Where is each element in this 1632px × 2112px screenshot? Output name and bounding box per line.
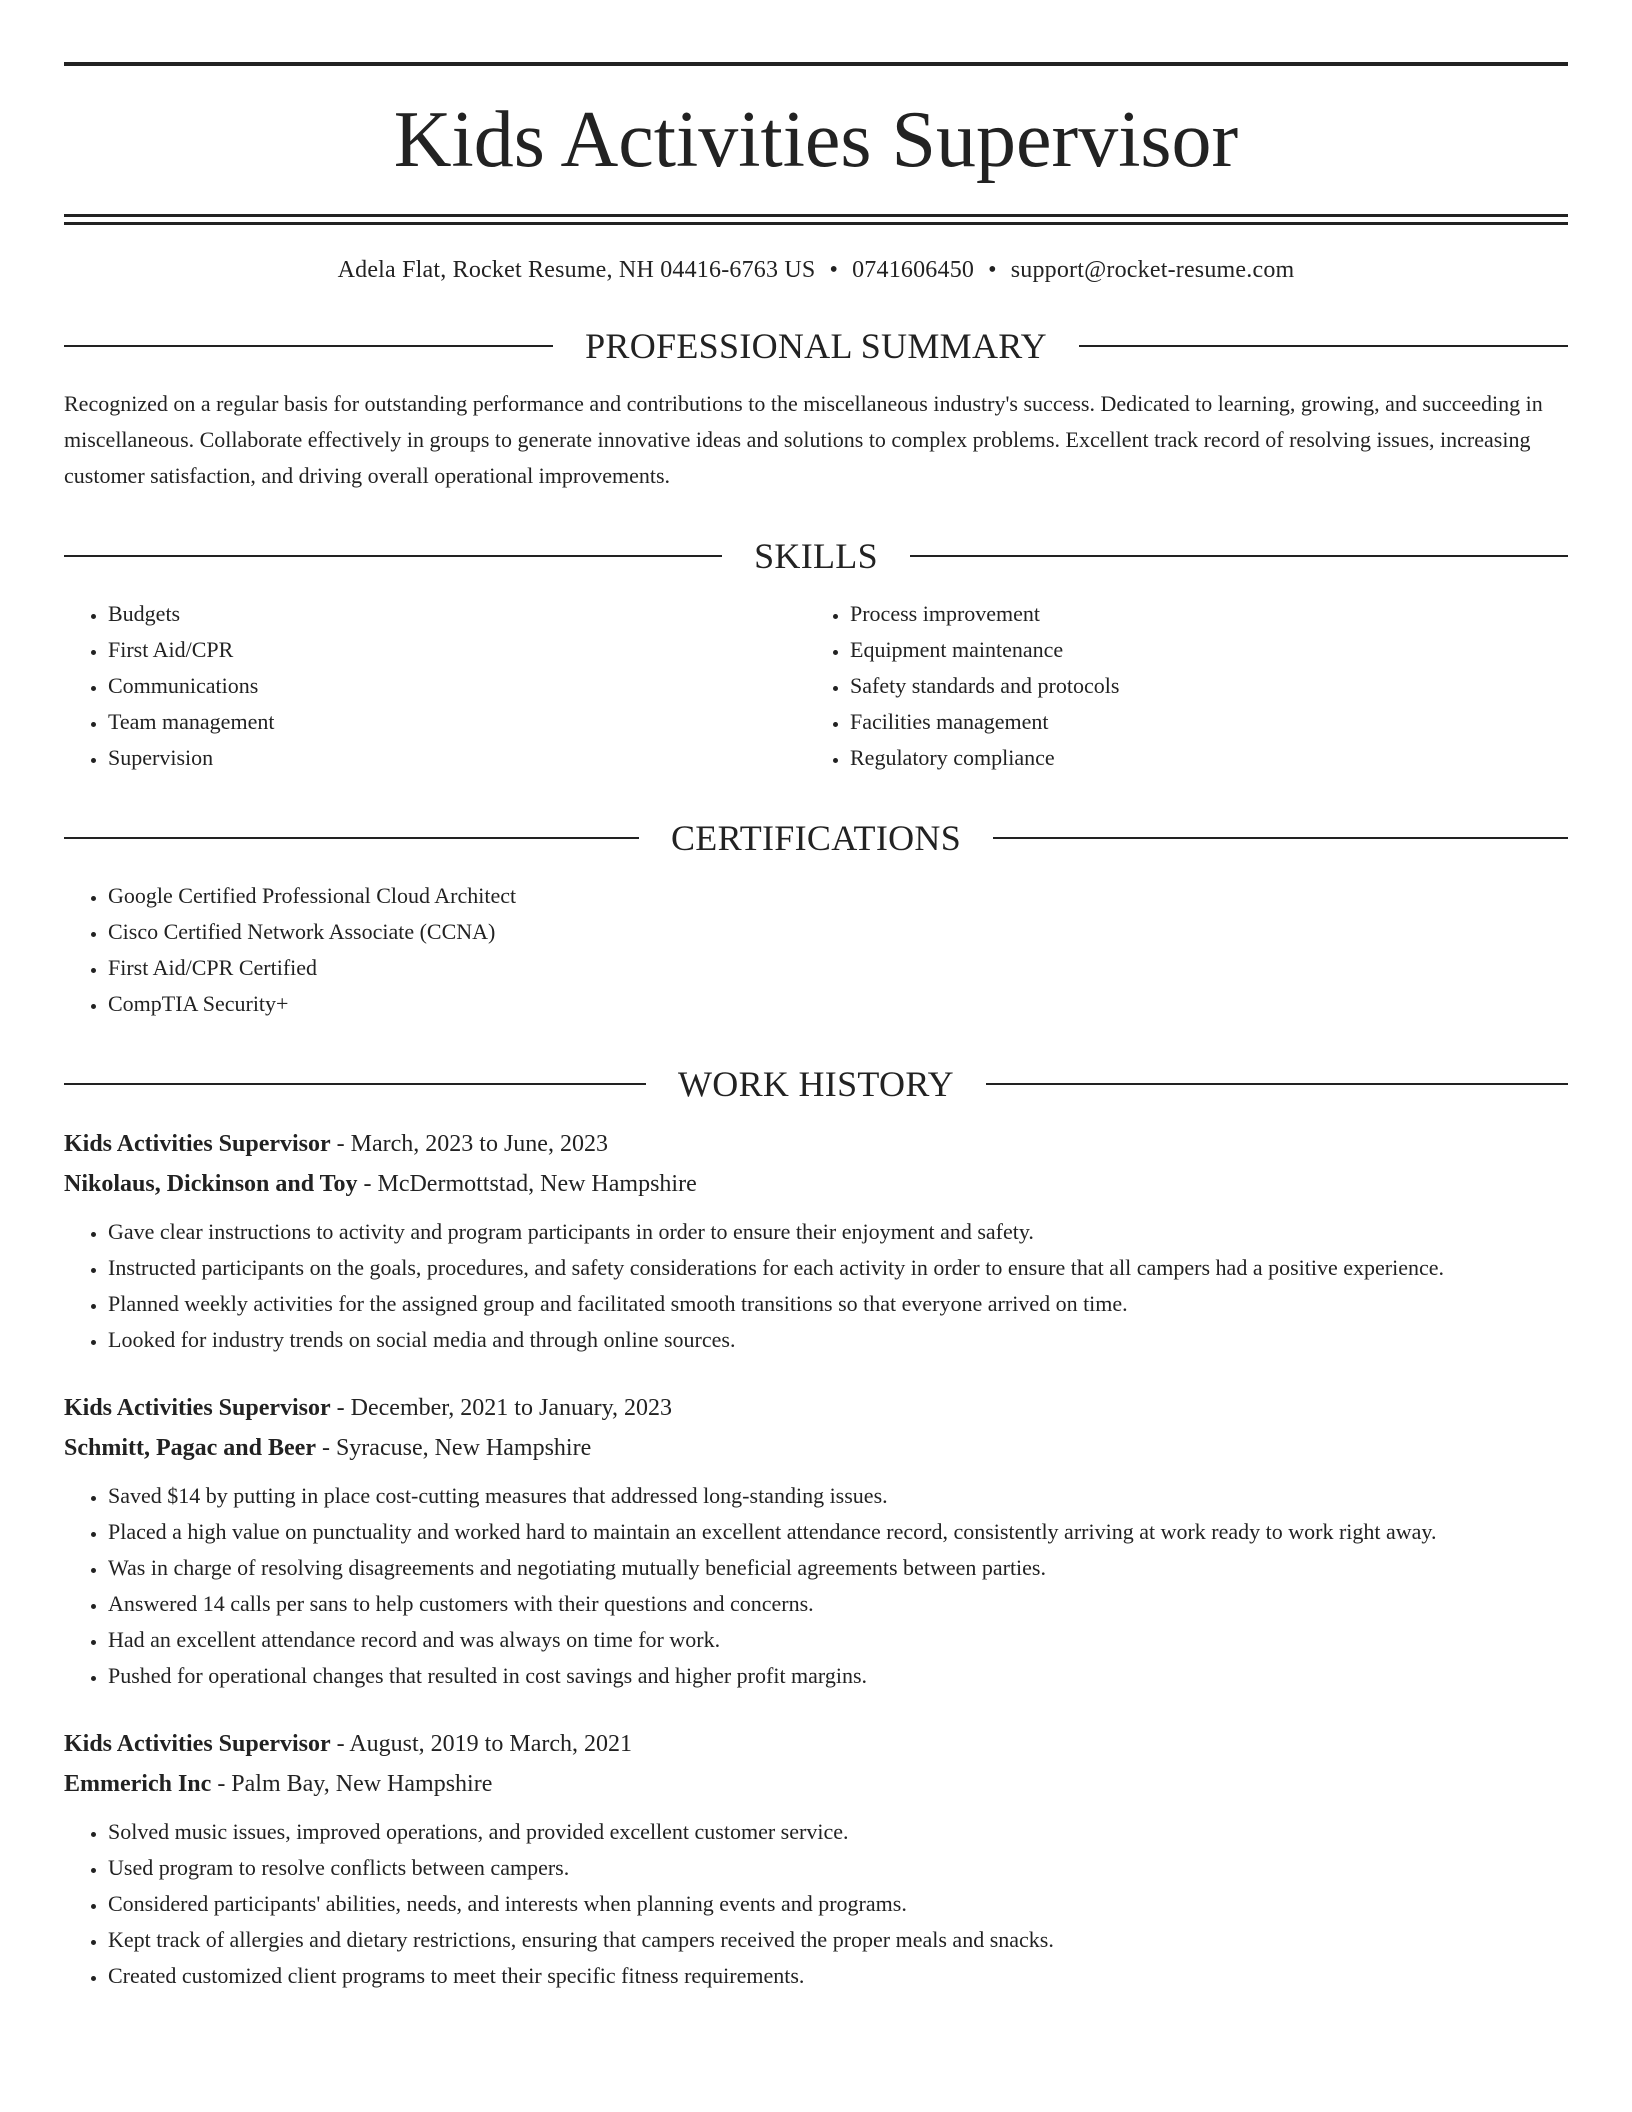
- skill-item: • Regulatory compliance: [850, 740, 1548, 776]
- job-bullet: • Was in charge of resolving disagreements and negotiating mutually beneficial agreements between parties.: [108, 1550, 1568, 1586]
- job-role: Kids Activities Supervisor: [64, 1131, 331, 1157]
- job-company-line: [64, 1428, 1568, 1468]
- job-role: Kids Activities Supervisor: [64, 1731, 331, 1757]
- heading-rule: [64, 345, 553, 347]
- job-bullet: • Kept track of allergies and dietary restrictions, ensuring that campers received the proper meals and snacks.: [108, 1922, 1568, 1958]
- certification-item: • Cisco Certified Network Associate (CCNA): [108, 914, 1568, 950]
- job-title-line: [64, 1388, 1568, 1428]
- job-entry: [64, 1724, 1568, 1994]
- skills-grid: [64, 596, 1568, 776]
- job-company: Nikolaus, Dickinson and Toy: [64, 1171, 358, 1197]
- skills-list-right: [806, 596, 1548, 776]
- skill-item: • First Aid/CPR: [108, 632, 806, 668]
- job-role: Kids Activities Supervisor: [64, 1395, 331, 1421]
- skill-item: • Communications: [108, 668, 806, 704]
- job-bullet: • Used program to resolve conflicts between campers.: [108, 1850, 1568, 1886]
- job-company: Schmitt, Pagac and Beer: [64, 1435, 316, 1461]
- job-company-line: [64, 1164, 1568, 1204]
- heading-rule: [986, 1083, 1568, 1085]
- job-dates: - December, 2021 to January, 2023: [330, 1395, 673, 1421]
- heading-rule: [64, 555, 722, 557]
- job-dates: - August, 2019 to March, 2021: [330, 1731, 632, 1757]
- section-heading-work-history: [64, 1066, 1568, 1102]
- contact-separator: •: [829, 257, 839, 283]
- section-heading-certifications: [64, 820, 1568, 856]
- skill-item: • Team management: [108, 704, 806, 740]
- section-heading-skills: [64, 538, 1568, 574]
- job-bullet: • Gave clear instructions to activity and program participants in order to ensure their enjoyment and safety.: [108, 1214, 1568, 1250]
- job-bullet: • Looked for industry trends on social media and through online sources.: [108, 1322, 1568, 1358]
- job-bullet: • Saved $14 by putting in place cost-cutting measures that addressed long-standing issues.: [108, 1478, 1568, 1514]
- heading-rule: [910, 555, 1568, 557]
- job-entry: [64, 1388, 1568, 1694]
- job-bullet: • Planned weekly activities for the assigned group and facilitated smooth transitions so that everyone arrived on time.: [108, 1286, 1568, 1322]
- skill-item: • Budgets: [108, 596, 806, 632]
- contact-line: [64, 257, 1568, 284]
- skills-list-left: [64, 596, 806, 776]
- job-dates: - March, 2023 to June, 2023: [330, 1131, 608, 1157]
- job-title-line: [64, 1124, 1568, 1164]
- job-bullet: • Considered participants' abilities, needs, and interests when planning events and programs.: [108, 1886, 1568, 1922]
- job-location: - Syracuse, New Hampshire: [315, 1435, 592, 1461]
- contact-separator: •: [988, 257, 997, 283]
- contact-email: support@rocket-resume.com: [1010, 257, 1295, 283]
- header-double-rule: [64, 214, 1568, 225]
- skill-item: • Safety standards and protocols: [850, 668, 1548, 704]
- heading-rule: [64, 837, 639, 839]
- section-title-certifications: CERTIFICATIONS: [670, 818, 962, 858]
- heading-rule: [993, 837, 1568, 839]
- job-bullet: • Created customized client programs to meet their specific fitness requirements.: [108, 1958, 1568, 1994]
- job-title-line: [64, 1724, 1568, 1764]
- job-bullets: [64, 1814, 1568, 1994]
- heading-rule: [64, 1083, 646, 1085]
- certification-item: • Google Certified Professional Cloud Architect: [108, 878, 1568, 914]
- resume-page: [64, 62, 1568, 2024]
- section-heading-summary: [64, 328, 1568, 364]
- job-company: Emmerich Inc: [64, 1771, 212, 1797]
- certification-item: • First Aid/CPR Certified: [108, 950, 1568, 986]
- job-bullet: • Instructed participants on the goals, procedures, and safety considerations for each activity in order to ensure that all campers had a positive experience.: [108, 1250, 1568, 1286]
- section-title-summary: PROFESSIONAL SUMMARY: [585, 326, 1047, 366]
- job-bullet: • Answered 14 calls per sans to help customers with their questions and concerns.: [108, 1586, 1568, 1622]
- job-bullet: • Had an excellent attendance record and was always on time for work.: [108, 1622, 1568, 1658]
- section-title-work-history: WORK HISTORY: [678, 1064, 954, 1104]
- contact-address: Adela Flat, Rocket Resume, NH 04416-6763 US: [337, 257, 816, 283]
- skill-item: • Supervision: [108, 740, 806, 776]
- heading-rule: [1079, 345, 1568, 347]
- skill-item: • Facilities management: [850, 704, 1548, 740]
- section-title-skills: SKILLS: [754, 536, 878, 576]
- job-bullet: • Placed a high value on punctuality and worked hard to maintain an excellent attendance record, consistently arriving at work ready to work right away.: [108, 1514, 1568, 1550]
- skills-column-left: [64, 596, 806, 776]
- contact-phone: 0741606450: [852, 257, 975, 283]
- job-bullets: [64, 1214, 1568, 1358]
- job-company-line: [64, 1764, 1568, 1804]
- job-location: - McDermottstad, New Hampshire: [357, 1171, 697, 1197]
- skill-item: • Equipment maintenance: [850, 632, 1548, 668]
- certification-item: • CompTIA Security+: [108, 986, 1568, 1022]
- skills-column-right: [806, 596, 1548, 776]
- skill-item: • Process improvement: [850, 596, 1548, 632]
- job-location: - Palm Bay, New Hampshire: [211, 1771, 493, 1797]
- summary-text: Recognized on a regular basis for outstanding performance and contributions to the miscellaneous industry's success. Dedicated to learning, growing, and succeeding in miscellaneous. Collaborate effectively in groups to generate innovative ideas and solutions to complex problems. Excellent track record of resolving issues, increasing customer satisfaction, and driving overall operational improvements.: [64, 391, 1543, 488]
- job-bullet: • Solved music issues, improved operations, and provided excellent customer service.: [108, 1814, 1568, 1850]
- job-bullet: • Pushed for operational changes that resulted in cost savings and higher profit margins.: [108, 1658, 1568, 1694]
- job-bullets: [64, 1478, 1568, 1694]
- certifications-list: [64, 878, 1568, 1022]
- job-entry: [64, 1124, 1568, 1358]
- resume-title: Kids Activities Supervisor: [393, 96, 1239, 184]
